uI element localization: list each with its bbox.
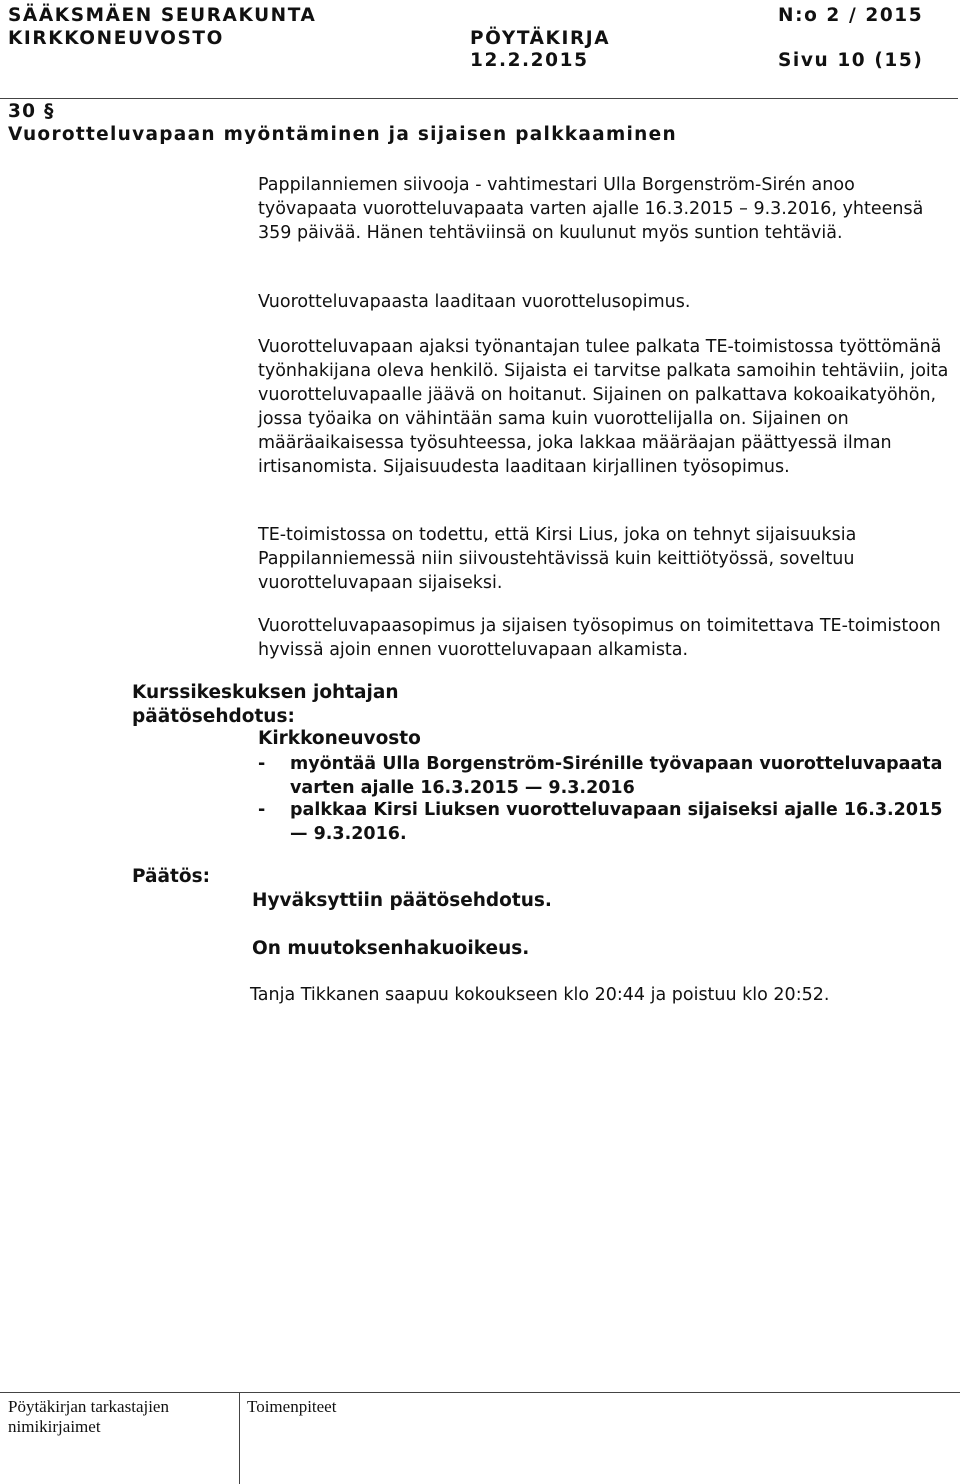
proposal-label-line1: Kurssikeskuksen johtajan xyxy=(132,682,399,703)
decision-line-approved: Hyväksyttiin päätösehdotus. xyxy=(252,890,552,911)
footer-initials-label-line1: Pöytäkirjan tarkastajien xyxy=(8,1397,169,1416)
proposal-subject: Kirkkoneuvosto xyxy=(258,728,421,749)
proposal-item xyxy=(258,752,958,800)
body-name: KIRKKONEUVOSTO xyxy=(8,28,224,49)
proposal-item-text: myöntää Ulla Borgenström-Sirénille työvapaan vuorotteluvapaata varten ajalle 16.3.2015 — 9.3.2016 xyxy=(290,754,943,798)
footer-column-divider xyxy=(239,1392,240,1484)
paragraph-request: Pappilanniemen siivooja - vahtimestari Ulla Borgenström-Sirén anoo työvapaata vuorotteluvapaata varten ajalle 16.3.2015 – 9.3.2016, yhteensä 359 päivää. Hänen tehtäviinsä on kuulunut myös suntion tehtäviä. xyxy=(258,175,924,243)
proposal-item-text: palkkaa Kirsi Liuksen vuorotteluvapaan sijaiseksi ajalle 16.3.2015 — 9.3.2016. xyxy=(290,800,943,844)
list-dash: - xyxy=(258,754,266,774)
page-indicator: Sivu 10 (15) xyxy=(778,50,924,71)
footer-actions-label: Toimenpiteet xyxy=(247,1397,337,1416)
decision-note: Tanja Tikkanen saapuu kokoukseen klo 20:44 ja poistuu klo 20:52. xyxy=(250,985,830,1005)
section-number: 30 § xyxy=(8,101,55,122)
document-type: PÖYTÄKIRJA xyxy=(470,28,611,49)
decision-line-appeal: On muutoksenhakuoikeus. xyxy=(252,938,530,959)
organization-name: SÄÄKSMÄEN SEURAKUNTA xyxy=(8,5,317,26)
footer-divider xyxy=(0,1392,960,1393)
section-title: Vuorotteluvapaan myöntäminen ja sijaisen palkkaaminen xyxy=(8,124,677,145)
footer-initials-label-line2: nimikirjaimet xyxy=(8,1417,101,1436)
paragraph-substitute-rules: Vuorotteluvapaan ajaksi työnantajan tulee palkata TE-toimistossa työttömänä työnhakijana oleva henkilö. Sijaista ei tarvitse palkata samoihin tehtäviin, joita vuorotteluvapaalle jäävä on hoitanut. Sijainen on palkattava kokoaikatyöhön, jossa työaika on vähintään sama kuin vuorottelijalla on. Sijainen on määräaikaisessa työsuhteessa, joka lakkaa määräajan päättyessä ilman irtisanomista. Sijaisuudesta laaditaan kirjallinen työsopimus. xyxy=(258,337,949,477)
list-dash: - xyxy=(258,800,266,820)
document-number: N:o 2 / 2015 xyxy=(778,5,924,26)
paragraph-delivery: Vuorotteluvapaasopimus ja sijaisen työsopimus on toimitettava TE-toimistoon hyvissä ajoin ennen vuorotteluvapaan alkamista. xyxy=(258,616,941,660)
meeting-date: 12.2.2015 xyxy=(470,50,589,71)
paragraph-te-office: TE-toimistossa on todettu, että Kirsi Lius, joka on tehnyt sijaisuuksia Pappilanniemessä niin siivoustehtävissä kuin keittiötyössä, soveltuu vuorotteluvapaan sijaiseksi. xyxy=(258,525,857,593)
header-divider xyxy=(0,98,958,99)
paragraph-agreement: Vuorotteluvapaasta laaditaan vuorottelusopimus. xyxy=(258,292,691,312)
proposal-label-line2: päätösehdotus: xyxy=(132,706,295,727)
proposal-item xyxy=(258,798,958,846)
decision-label: Päätös: xyxy=(132,866,210,887)
